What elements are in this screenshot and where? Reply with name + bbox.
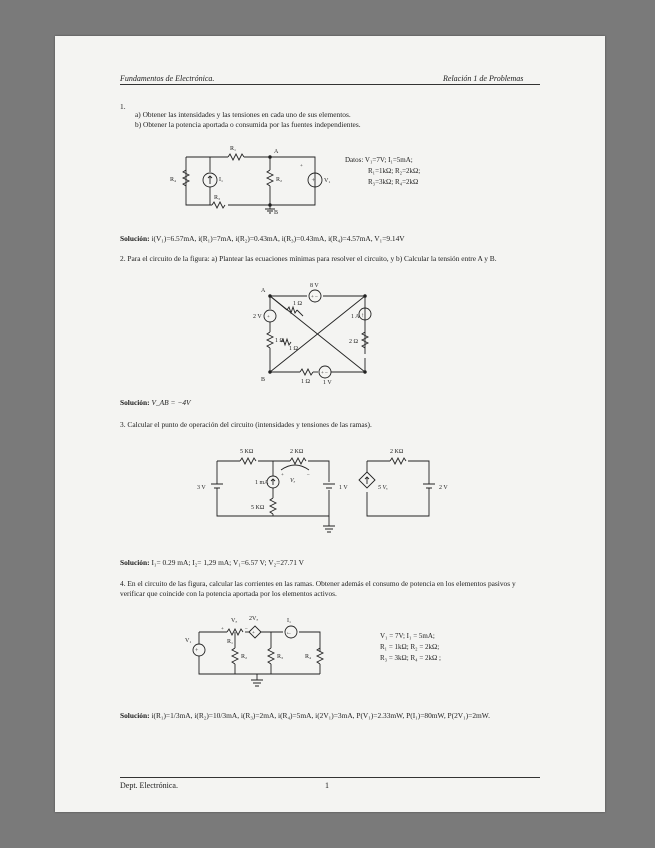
svg-text:+: + (195, 648, 199, 654)
p2-label-r-bottom: 1 Ω (301, 379, 310, 385)
footer-department: Dept. Electrónica. (120, 781, 178, 790)
problem2-statement: 2. Para el circuito de la figura: a) Plantear las ecuaciones mínimas para resolver el circuito, y b) Calcular la tensión entre A y B. (120, 254, 497, 263)
header-problem-set: Relación 1 de Problemas (443, 74, 524, 83)
problem3-statement: 3. Calcular el punto de operación del circuito (intensidades y tensiones de las ramas). (120, 420, 372, 429)
p3-label-dep: 5 Vₓ (378, 485, 388, 491)
problem1-data-line3: R₃=3kΩ; R₄=2kΩ (368, 178, 419, 187)
problem1-number: 1. (120, 102, 126, 111)
p2-label-b: B (261, 377, 266, 383)
header-course-title: Fundamentos de Electrónica. (120, 74, 215, 83)
problem2-solution (120, 398, 191, 407)
svg-text:+: + (221, 627, 224, 632)
p3-label-5k-bot: 5 KΩ (251, 505, 265, 511)
p1-label-r1: R₁ (230, 146, 237, 152)
svg-text:+: + (300, 164, 303, 169)
p3-label-5k-top: 5 KΩ (240, 449, 254, 455)
document-page (55, 36, 605, 812)
problem1-data (345, 155, 420, 189)
p2-label-r-right: 2 Ω (349, 339, 358, 345)
problem4-data-line3: R₃ = 3kΩ; R₄ = 2kΩ ; (380, 654, 441, 663)
problem4-solution-label: Solución: (120, 711, 150, 720)
svg-text:+: + (281, 473, 284, 478)
svg-text:↑: ↑ (361, 313, 364, 319)
p4-label-dep: 2Vₓ (249, 616, 259, 622)
problem2-circuit (245, 284, 405, 394)
problem3-solution-text: I₁= 0.29 mA; I₂= 1,29 mA; V₁=6.57 V; V₂=27.71 V (151, 558, 304, 567)
problem2-solution-text: V_AB = −4V (151, 398, 191, 407)
p2-label-a: A (261, 288, 266, 294)
problem1-item-a: a) Obtener las intensidades y las tensiones en cada uno de sus elementos. (135, 110, 351, 119)
problem3-solution (120, 558, 304, 567)
svg-text:+: + (267, 315, 270, 320)
problem1-data-line2: R₁=1kΩ; R₂=2kΩ; (368, 167, 421, 176)
p1-label-v1: V₁ (324, 178, 331, 184)
svg-text:–: – (245, 627, 248, 632)
p3-label-vx: Vₓ (290, 478, 296, 484)
svg-text:+: + (252, 631, 255, 636)
p4-label-r2: R₂ (241, 654, 248, 660)
problem1-solution-text: i(V₁)=6.57mA, i(R₁)=7mA, i(R₂)=0.43mA, i(R₃)=0.43mA, i(R₄)=4.57mA, V₁=9.14V (151, 234, 405, 243)
problem4-data (380, 631, 441, 665)
problem1-solution-label: Solución: (120, 234, 150, 243)
p4-label-r3: R₃ (277, 654, 284, 660)
p1-label-r2: R₂ (276, 177, 283, 183)
problem2-solution-label: Solución: (120, 398, 150, 407)
problem1-data-line1: Datos: V₁=7V; I₁=5mA; (345, 156, 413, 164)
problem4-data-line1: V₁ = 7V; I₁ = 5mA; (380, 632, 435, 640)
problem4-statement: 4. En el circuito de las figura, calcular las corrientes en las ramas. Obtener además el consumo de potencia en los elementos pasivos y verificar que coincide con la potencia aportada por los elementos activos. (120, 579, 516, 598)
problem4-circuit (185, 612, 345, 692)
problem4-solution (120, 711, 542, 721)
footer-rule (120, 777, 540, 778)
p2-label-r-left: 1 Ω (275, 338, 284, 344)
p1-label-r3: R₃ (214, 195, 221, 201)
p4-label-r1: R₁ (227, 639, 234, 645)
p2-label-1a: 1 A (351, 314, 360, 320)
p2-label-r-diag: 1 Ω (289, 346, 298, 352)
p1-label-r4: R₄ (170, 177, 177, 183)
p3-label-2v: 2 V (439, 485, 448, 491)
svg-text:–: – (307, 473, 310, 478)
svg-text:←: ← (286, 630, 292, 636)
p3-label-1ma: 1 mA (255, 480, 269, 486)
svg-text:+ –: + – (311, 295, 318, 300)
problem1-item-b: b) Obtener la potencia aportada o consumida por las fuentes independientes. (135, 120, 361, 129)
problem1-circuit (170, 142, 330, 217)
p2-label-2v: 2 V (253, 314, 262, 320)
p3-label-2k-mid: 2 KΩ (290, 449, 304, 455)
p2-label-1v: 1 V (323, 380, 332, 386)
p1-label-a: A (274, 149, 279, 155)
p4-label-r4: R₄ (305, 654, 312, 660)
footer-page-number: 1 (325, 781, 329, 790)
svg-text:+: + (311, 178, 315, 184)
header-rule (120, 84, 540, 85)
p3-label-2k-right: 2 KΩ (390, 449, 404, 455)
p4-label-vx: Vₓ (231, 618, 238, 624)
problem4-solution-text: i(R₁)=1/3mA, i(R₂)=10/3mA, i(R₃)=2mA, i(R₄)=5mA, i(2V₁)=3mA, P(V₁)=2.33mW, P(I₁)=80mW, P(2V₁)=2mW. (151, 711, 490, 720)
problem3-circuit (195, 446, 455, 556)
p3-label-3v: 3 V (197, 485, 206, 491)
problem4-data-line2: R₁ = 1kΩ; R₂ = 2kΩ; (380, 643, 440, 652)
svg-text:+ –: + – (321, 371, 328, 376)
p1-label-i1: I₁ (219, 177, 224, 183)
problem1-solution (120, 234, 405, 243)
p4-label-i1: I₁ (287, 618, 292, 624)
p2-label-r-top: 1 Ω (293, 301, 302, 307)
problem3-solution-label: Solución: (120, 558, 150, 567)
p4-label-v1: V₁ (185, 638, 192, 644)
p2-label-8v: 8 V (310, 283, 319, 289)
p1-label-b: B (274, 210, 279, 216)
p3-label-1v: 1 V (339, 485, 348, 491)
